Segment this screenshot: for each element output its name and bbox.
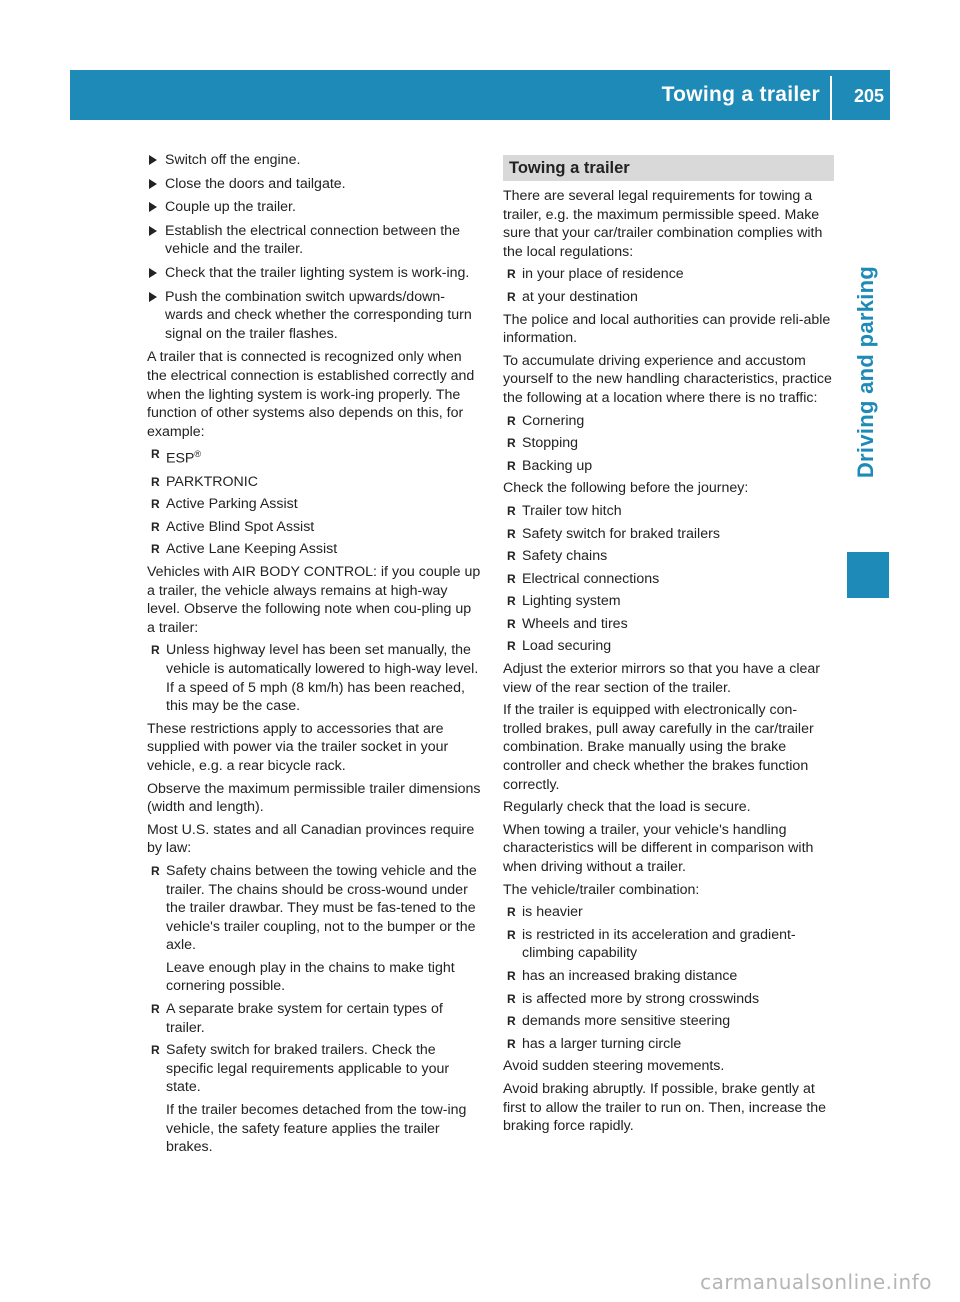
list-item: R Active Blind Spot Assist [147,518,481,537]
list-item: R Safety chains [503,547,834,566]
list-item: R has a larger turning circle [503,1035,834,1054]
list-item: R demands more sensitive steering [503,1012,834,1031]
paragraph: Regularly check that the load is secure. [503,799,751,816]
step-item: Couple up the trailer. [147,198,481,217]
header-separator [830,76,832,120]
list-item: R Electrical connections [503,570,834,589]
paragraph: Most U.S. states and all Canadian provinces require by law: [147,821,475,857]
side-color-block [847,552,889,598]
list-item: R at your destination [503,288,834,307]
list-item: R A separate brake system for certain types of trailer. [147,1000,481,1037]
list-item-text: ESP [166,451,195,468]
page-header-bar [70,70,890,120]
right-column [503,155,834,1140]
step-item: Switch off the engine. [147,151,481,170]
paragraph: These restrictions apply to accessories that are supplied with power via the trailer socket in your vehicle, e.g. a rear bicycle rack. [147,720,449,774]
side-section-label-text: Driving and parking [853,265,879,479]
list-item: R is heavier [503,903,834,922]
step-item: Push the combination switch upwards/down-wards and check whether the corresponding turn signal on the trailer flashes. [147,288,481,344]
list-item: R PARKTRONIC [147,473,481,492]
paragraph: The vehicle/trailer combination: [503,881,700,898]
list-item: R Backing up [503,457,834,476]
list-item: R Stopping [503,434,834,453]
list-item [147,445,481,468]
footer-watermark: carmanualsonline.info [700,1270,932,1294]
list-item: R Lighting system [503,592,834,611]
paragraph: Check the following before the journey: [503,480,749,497]
list-item: R Safety switch for braked trailers. Check the specific legal requirements applicable to your state. [147,1041,481,1097]
paragraph: A trailer that is connected is recognized only when the electrical connection is established correctly and when the lighting system is work-ing properly. The function of other systems also depends on this, for example: [147,349,475,440]
list-item: R is affected more by strong crosswinds [503,990,834,1009]
step-item: Close the doors and tailgate. [147,175,481,194]
step-item: Check that the trailer lighting system is work-ing. [147,264,481,283]
registered-mark: ® [194,449,202,460]
list-item: R in your place of residence [503,265,834,284]
paragraph: The police and local authorities can provide reli-able information. [503,311,831,347]
paragraph: To accumulate driving experience and accustom yourself to the new handling characteristics, practice the following at a location where there is no traffic: [503,352,832,406]
list-item: R has an increased braking distance [503,967,834,986]
paragraph: Observe the maximum permissible trailer dimensions (width and length). [147,780,481,816]
paragraph: If the trailer is equipped with electronically con-trolled brakes, pull away carefully in the car/trailer combination. Brake manually using the brake controller and check whether the brakes function correctly. [503,702,814,793]
header-title: Towing a trailer [661,83,820,106]
paragraph: When towing a trailer, your vehicle's handling characteristics will be different in comparison with when driving without a trailer. [503,821,814,875]
paragraph: There are several legal requirements for towing a trailer, e.g. the maximum permissible speed. Make sure that your car/trailer combination complies with the local regulations: [503,188,823,260]
list-subparagraph: Leave enough play in the chains to make tight cornering possible. [166,959,455,995]
page-number: 205 [853,86,884,106]
list-item: R Unless highway level has been set manually, the vehicle is automatically lowered to high-way level. If a speed of 5 mph (8 km/h) has been reached, this may be the case. [147,641,481,715]
list-item: R Safety chains between the towing vehicle and the trailer. The chains should be cross-wound under the trailer drawbar. They must be fas-tened to the vehicle's trailer coupling, not to the bumper or the axle. [147,862,481,955]
list-item: R Load securing [503,637,834,656]
side-section-label [843,212,889,532]
list-item: R Wheels and tires [503,615,834,634]
list-item: R Trailer tow hitch [503,502,834,521]
step-item: Establish the electrical connection between the vehicle and the trailer. [147,222,481,259]
list-item: R Safety switch for braked trailers [503,525,834,544]
list-item: R Active Lane Keeping Assist [147,540,481,559]
list-item: R Cornering [503,412,834,431]
list-subparagraph: If the trailer becomes detached from the tow-ing vehicle, the safety feature applies the trailer brakes. [166,1102,467,1156]
paragraph: Vehicles with AIR BODY CONTROL: if you couple up a trailer, the vehicle always remains at high-way level. Observe the following note when cou-pling up a trailer: [147,564,481,636]
left-column [147,151,481,1161]
paragraph: Avoid sudden steering movements. [503,1058,725,1075]
paragraph: Adjust the exterior mirrors so that you have a clear view of the rear section of the trailer. [503,661,820,696]
section-heading: Towing a trailer [503,155,834,181]
list-item: R is restricted in its acceleration and gradient-climbing capability [503,926,834,963]
paragraph: Avoid braking abruptly. If possible, brake gently at first to allow the trailer to run on. Then, increase the braking force rapidly. [503,1080,827,1135]
list-item: R Active Parking Assist [147,495,481,514]
